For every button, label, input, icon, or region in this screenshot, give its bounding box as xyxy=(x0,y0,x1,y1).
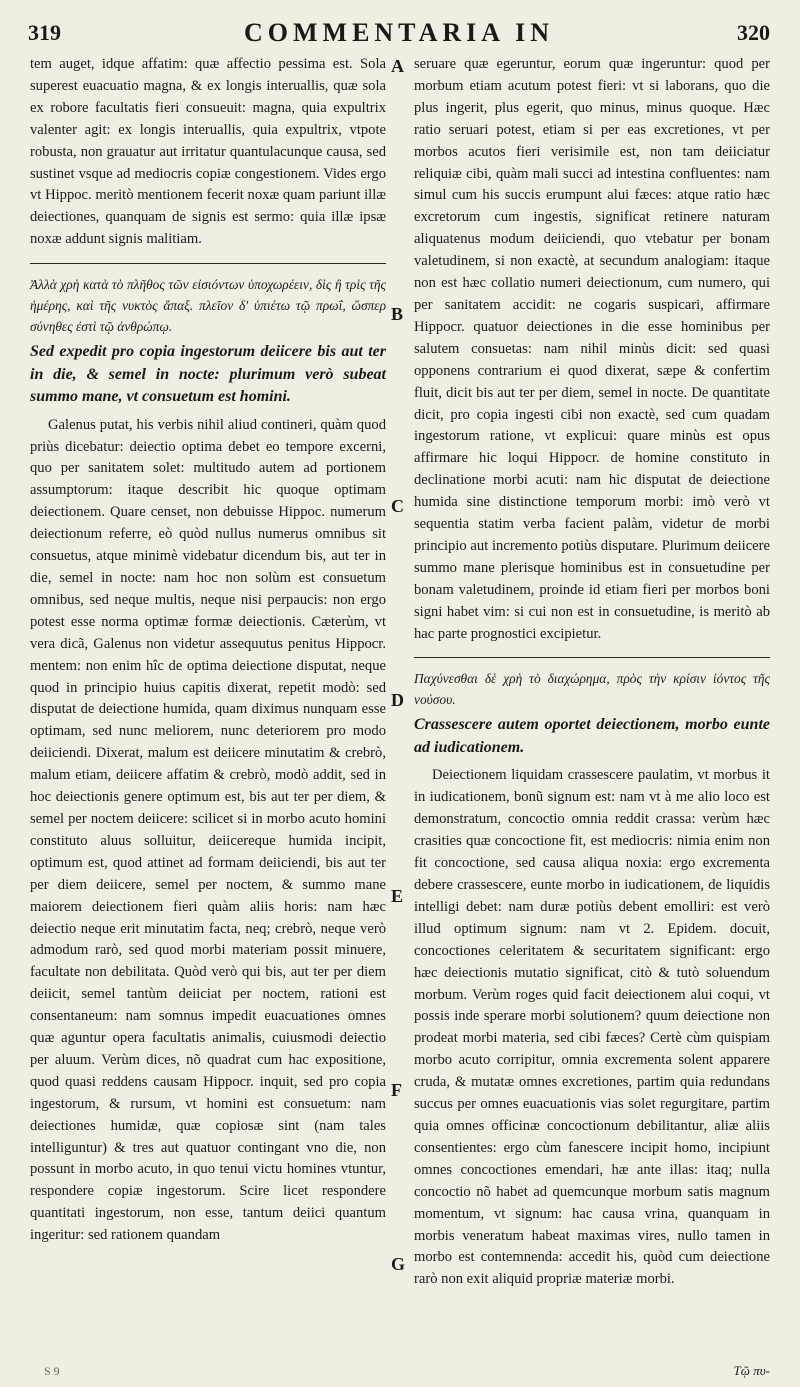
margin-letters xyxy=(391,54,411,1374)
margin-letter-b: B xyxy=(391,304,404,324)
greek-lemma-right: Παχύνεσθαι δὲ χρὴ τὸ διαχώρημα, πρὸς τὴν κρίσιν ἰόντος τῆς νούσου. xyxy=(414,671,770,708)
margin-letter-a: A xyxy=(391,56,404,76)
greek-lemma-left: Ἀλλὰ χρὴ κατὰ τὸ πλῆθος τῶν εἰσιόντων ὑποχωρέειν, δὶς ἢ τρὶς τῆς ἡμέρης, καὶ τῆς νυκτὸς ἅπαξ. πλεῖον δ' ὑπιέτω τῷ πρωΐ, ὥσπερ σύνηθες ἐστὶ τῷ ἀνθρώπῳ. xyxy=(30,277,386,335)
section-divider-right xyxy=(414,657,770,658)
margin-letter-g: G xyxy=(391,1254,406,1274)
latin-lemma-left: Sed expedit pro copia ingestorum deiicere bis aut ter in die, & semel in nocte: plurimum verò subeat summo mane, vt consuetum est homini. xyxy=(30,343,386,406)
page-number-right: 320 xyxy=(737,20,770,45)
left-column xyxy=(30,54,386,1247)
margin-letter-d: D xyxy=(391,690,404,710)
margin-letter-c: C xyxy=(391,496,404,516)
left-paragraph-1: tem auget, idque affatim: quæ affectio pessima est. Sola superest euacuatio magna, & ex longis interuallis, quæ sola ex robore facultatis fieri consueuit: magna, quia expultrix valenter agit: ex longis interuallis, quia expultrix, vtpote robusta, non grauatur aut irritatur quantulacunque causa, sed sustinet vsque ad mediocris copiæ congestionem. Vides ergo vt Hippoc. meritò mentionem fecerit noxæ quam pariunt illæ deiectiones, quanquam de signis est sermo: quia illæ ipsæ noxæ addunt signis malitiam. xyxy=(30,56,386,248)
page-number-left: 319 xyxy=(28,20,61,45)
left-paragraph-2: Galenus putat, his verbis nihil aliud contineri, quàm quod priùs dicebatur: deiectio optima debet eo tempore excerni, quo per sanitatem solet: multitudo autem ad portionem assumptorum: itaque describit hic quoque optimam deiectionem. Quare censet, non debuisse Hippoc. numerum deiectionum referre, eò quòd nullus numerus omnibus sit consuetus, atque minimè videbatur dicendum bis, aut ter in die, semel in nocte: nam hoc non solùm est consuetum omnibus, sed neque multis, neque nisi perpaucis: non ergo potest esse norma optimæ formæ deiectionis. Cæterùm, vt vera dicã, Galenus non videtur assequutus penitus Hippocr. mentem: non enim hîc de optima deiectione disputat, neque quod in principio huius capitis dixerat, repetit modò: sed disputat de deiectione humida, quam diximus nunquam esse optimam, sed nunc meliorem, nunc deteriorem pro modo deiiciendi. Dixerat, malum est deiicere minutatim & crebrò, malum etiam, deiicere affatim & crebrò, modò addit, sed in hoc deiectionis genere optimum est, bis aut ter per diem, & semel per noctem deiicere: scilicet si in morbo acuto homini constituto aluus solluitur, deiicereque humida incipit, optimum est, quod attinet ad formam deiiciendi, bis aut ter per diem deiicere, semel per noctem, & summo mane maiorem deiectionem fieri quàm aliis horis: nam hæc deiectio neque erit minutatim facta, neq; crebrò, neque verò admodum rarò, sed quod morbi materiam possit minuere, facultate non debilitata. Quòd verò qui bis, aut ter per diem deiicit, semel tantùm deiiciat per noctem, rationi est consentaneum: nam somnus impedit euacuationes omnes quæ aguntur opera facultatis animalis, cuiusmodi deiectio per aluum. Verùm dices, nõ quadrat cum hac expositione, quod quasi reddens causam Hippocr. inquit, sed pro copia ingestorum, & rursum, vt homini est consuetum: nam deiectiones humidæ, quæ copiosæ sint (nam tales intelliguntur) & tres aut quatuor contingant vno die, non possunt in morbo acuto, in quo tenui victu homines vtuntur, respondere copiæ ingestorum. Scire licet respondere quantitati ingestorum, non esse, tantum deiici quantum ingeritur: sed rationem quandam xyxy=(30,416,386,1244)
margin-letter-e: E xyxy=(391,886,404,906)
right-paragraph-2: Deiectionem liquidam crassescere paulatim, vt morbus it in iudicationem, bonũ signum est: nam vt à me alio loco est demonstratum, concoctio omnia reddit crassa: verùm hæc crasities quæ concoctione fit, est mediocris: nimia enim non fit concoctione, sed causa aliqua noxia: ergo excrementa debere crassescere, eunte morbo in iudicationem, de liquidis intelligi debet: nam duræ potiùs debent emolliri: est verò illud optimum signum: nam vt 2. Epidem. docuit, concoctiones celeritatem & securitatem significant: ergo hæc deiectionis mutatio significat, citò & tutò soluendum morbum. Verùm roges quid facit deiectionem alui coqui, vt possis inde sperare morbi solutionem? quum deiectione non prodeat morbi materia, sed cibi fæces? Certè cùm quispiam morbo acuto corripitur, omnia excrementa solent apparere cruda, & mutatæ omnes excretiones, partim quia redundans succus per omnes euacuationis vias solet regurgitare, partim quia omnes officinæ concoctionum debilitantur, aliæ aliis consentientes: ergo cùm fanescere incipit homo, incipiunt omnes concoctiones emendari, hæ ante illas: itaq; nulla concoctio nõ habet ad quemcunque morbum satis magnum momentum, vt signum: hac causa vrina, quanquam in morbis veneratum habeat maximas vires, nullo tamen in morbo est contemnenda: accedit his, quòd cum deiectione rarò non exit aliquid propriæ materiæ morbi. xyxy=(414,767,770,1288)
running-title: COMMENTARIA IN xyxy=(243,18,555,47)
latin-lemma-right: Crassescere autem oportet deiectionem, morbo eunte ad iudicationem. xyxy=(414,716,770,756)
catchword: Τῷ πυ- xyxy=(733,1363,770,1378)
signature-mark: S 9 xyxy=(44,1364,60,1378)
margin-letter-f: F xyxy=(391,1080,402,1100)
page-header xyxy=(28,18,770,52)
right-paragraph-1: seruare quæ egeruntur, eorum quæ ingeruntur: quod per morbum etiam acutum potest fieri: vt si laborans, quo die plus ingerit, plus egerit, quo minus, minus quoque. Hæc ratio seruari potest, etiam si per eas excretiones, vt per morbos acutos fieri verisimile est, non tam deiiciatur reliquiæ cibi, quàm mali succi ad intestina confluentes: nam simul cum his succis erumpunt alui fæces: atque ratio hæc excretorum cum ingestis, significat retinere naturam aliquatenus modum deiiciendi, quo vtebatur per bonam valetudinem, si non exactè, at secundum analogiam: itaque non est hæc collatio numeri deiectionum, cum numero, qui per sanitatem accidit: ne cogaris suspicari, affirmare Hippocr. quatuor deiectiones in die esse hominibus per salutem consuetas: nam nihil minùs dicit: sed quasi opponens contrarium ei quod dixerat, sæpe & confertim fluit, dicit bis aut ter per diem, semel in nocte. De quantitate dicit, pro copia ingesti cibi non exactè, sed cum quadam ingestorum ratione, vt explicui: quare minùs est opus affirmare hic loqui Hippocr. de homine constituto in declinatione morbi acuti: nam hic disputat de deiectione humida sine distinctione temporum morbi: imò verò vt sequentia statim verba facient palàm, videtur de morbi principio aut incremento potiùs disputare. Plurimum deiicere summo mane plerisque hominibus est in consuetudine per bonam valetudinem, proinde id etiam fieri per morbos boni signi habet vim: si cui non est in consuetudine, is meritò ab hac parte prognostici excipietur. xyxy=(414,56,770,642)
right-column xyxy=(414,54,770,1291)
section-divider-left xyxy=(30,263,386,264)
